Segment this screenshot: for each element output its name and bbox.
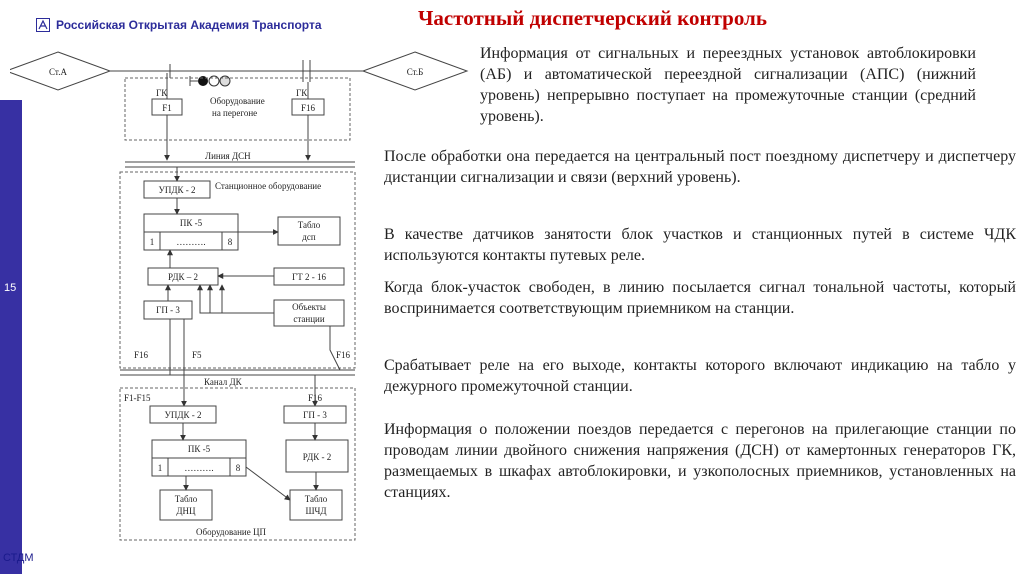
org-name: Российская Открытая Академия Транспорта bbox=[56, 18, 322, 32]
gk-right-label: ГК bbox=[296, 88, 308, 98]
f1-f15-label: F1-F15 bbox=[124, 393, 151, 403]
pk5-top-cell-1: 1 bbox=[149, 237, 155, 247]
tablo-shchd-line2: ШЧД bbox=[305, 506, 327, 516]
pk5-top-label: ПК -5 bbox=[179, 218, 203, 228]
paragraph-2: После обработки она передается на центральный пост поездному диспетчеру и диспетчеру дистанции сигнализации и связи (верхний уровень). bbox=[384, 148, 1016, 186]
gk-left-label: ГК bbox=[156, 88, 168, 98]
pk5-top-dots: ………. bbox=[176, 237, 206, 247]
tablo-dnc-line2: ДНЦ bbox=[176, 506, 196, 516]
rdk-bottom-label: РДК - 2 bbox=[302, 452, 332, 462]
objects-line1: Объекты bbox=[292, 302, 326, 312]
wire-objects-channel bbox=[330, 326, 340, 370]
tablo-dnc-line1: Табло bbox=[174, 494, 198, 504]
pk5-bottom-label: ПК -5 bbox=[187, 444, 211, 454]
arrow-objects-rdk-1 bbox=[210, 285, 274, 313]
station-a-label: Ст.А bbox=[49, 67, 67, 77]
pk5-top-cell-8: 8 bbox=[227, 237, 233, 247]
pk5-bottom-dots: ………. bbox=[184, 463, 214, 473]
paragraph-1: Информация от сигнальных и переездных установок автоблокировки (АБ) и автоматической переездной сигнализации (АПС) (нижний уровень) непрерывно поступает на промежуточные станции (средний уровень). bbox=[480, 45, 976, 125]
station-equip-label: Станционное оборудование bbox=[215, 181, 322, 191]
f16-right-label: F16 bbox=[336, 350, 351, 360]
paragraph-6: Информация о положении поездов передается с перегонов на прилегающие станции по проводам линии двойного снижения напряжения (ДСН) от камертонных генераторов ГК, размещаемых в шкафах автоблокировки, и узкополосных приемников, установленных на станциях. bbox=[384, 421, 1016, 501]
paragraph-4: Когда блок-участок свободен, в линию посылается сигнал тональной частоты, который воспринимается соответствующим приемником на станции. bbox=[384, 279, 1016, 317]
f16-bottom-label: F16 bbox=[308, 393, 323, 403]
arrow-objects-rdk-2 bbox=[222, 285, 274, 313]
gp3-top-label: ГП - 3 bbox=[156, 305, 180, 315]
objects-line2: станции bbox=[293, 314, 325, 324]
updk-bottom-label: УПДК - 2 bbox=[164, 410, 202, 420]
page-title: Частотный диспетчерский контроль bbox=[418, 6, 767, 30]
channel-dk-label: Канал ДК bbox=[204, 377, 242, 387]
pk5-bottom-cell-1: 1 bbox=[157, 463, 163, 473]
slide-number: 15 bbox=[4, 282, 17, 294]
tablo-shchd-line1: Табло bbox=[304, 494, 328, 504]
cp-equip-label: Оборудование ЦП bbox=[196, 527, 266, 537]
pk5-bottom-cell-8: 8 bbox=[235, 463, 241, 473]
f16-top-label: F16 bbox=[300, 103, 316, 113]
f1-label: F1 bbox=[162, 103, 172, 113]
academy-logo-icon bbox=[36, 18, 50, 32]
footer-label: СТДМ bbox=[3, 552, 34, 564]
updk-top-label: УПДК - 2 bbox=[158, 185, 196, 195]
station-b-label: Ст.Б bbox=[406, 67, 424, 77]
tablo-dsp-line1: Табло bbox=[297, 220, 321, 230]
line-dsn-label: Линия ДСН bbox=[205, 151, 251, 161]
rdk-top-label: РДК – 2 bbox=[168, 272, 198, 282]
f5-label: F5 bbox=[192, 350, 202, 360]
arrow-pk5-tablo-shchd bbox=[246, 467, 290, 500]
paragraph-3: В качестве датчиков занятости блок участков и станционных путей в системе ЧДК используются контакты путевых реле. bbox=[384, 226, 1016, 264]
logo bbox=[36, 18, 322, 32]
equip-line2: на перегоне bbox=[212, 108, 258, 118]
equip-line1: Оборудование bbox=[210, 96, 265, 106]
paragraph-5: Срабатывает реле на его выходе, контакты которого включают индикацию на табло у дежурного промежуточной станции. bbox=[384, 357, 1016, 395]
gp3-bottom-label: ГП - 3 bbox=[303, 410, 327, 420]
arrow-objects-rdk-3 bbox=[200, 285, 274, 313]
gt-label: ГТ 2 - 16 bbox=[292, 272, 326, 282]
f16-left-label: F16 bbox=[134, 350, 149, 360]
tablo-dsp-line2: дсп bbox=[302, 232, 316, 242]
